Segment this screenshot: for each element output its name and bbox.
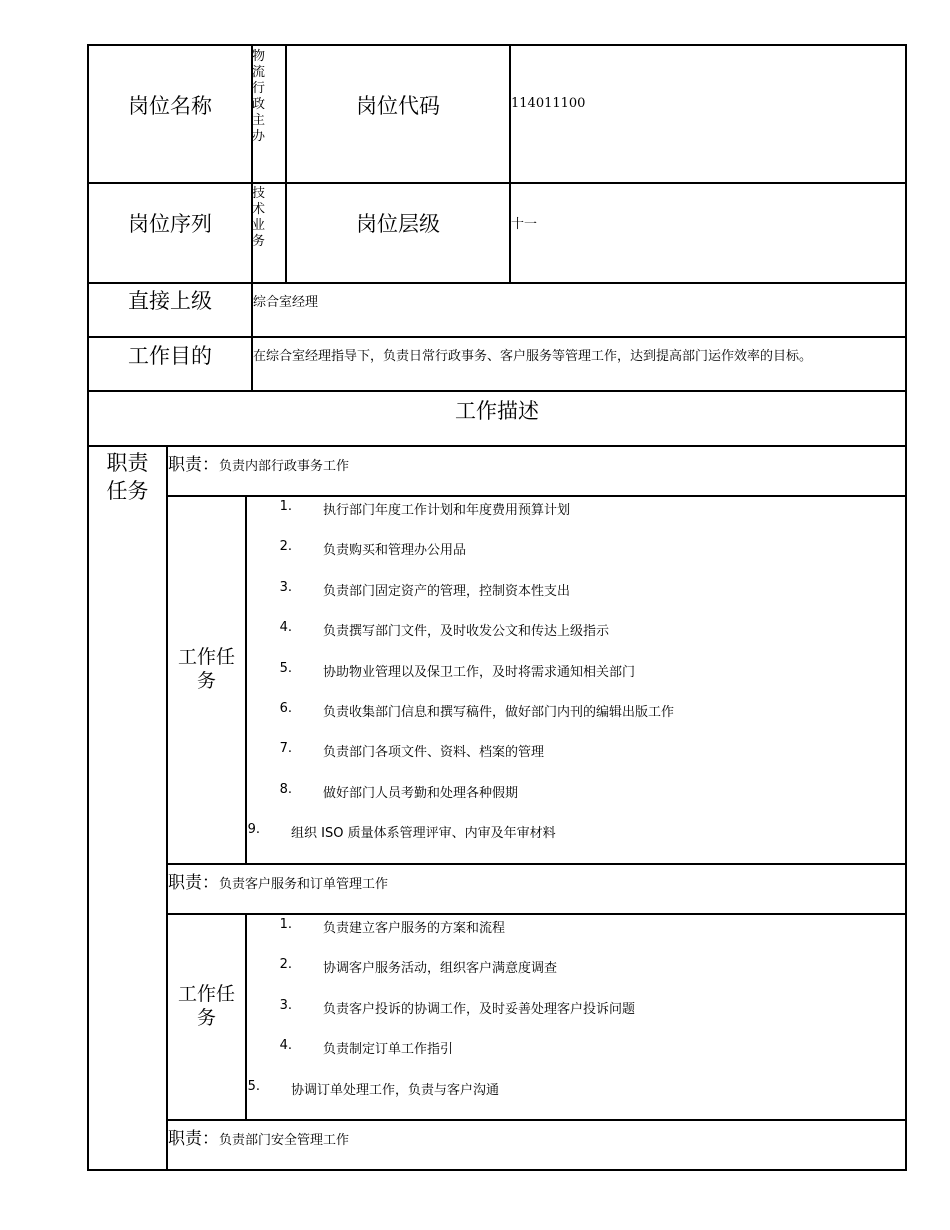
task-number: 5. (247, 1079, 260, 1094)
task-number: 4. (279, 1038, 292, 1053)
task-number: 3. (279, 998, 292, 1013)
task-text: 协调客户服务活动，组织客户满意度调查 (323, 961, 558, 976)
post-name-label: 岗位名称 (128, 94, 212, 118)
duty-heading-2 (168, 868, 388, 893)
duty-title: 负责客户服务和订单管理工作 (219, 877, 389, 892)
task-text: 负责制定订单工作指引 (323, 1042, 454, 1057)
task-number: 5. (279, 661, 292, 676)
task-text: 协调订单处理工作，负责与客户沟通 (291, 1083, 500, 1098)
task-number: 9. (247, 822, 260, 837)
task-text: 负责购买和管理办公用品 (323, 543, 467, 558)
task-text: 组织 ISO 质量体系管理评审、内审及年审材料 (291, 826, 556, 841)
tasks-label: 工作任务 (177, 983, 235, 1029)
section-title: 工作描述 (455, 399, 539, 423)
task-number: 1. (279, 499, 292, 514)
task-text: 负责部门固定资产的管理，控制资本性支出 (323, 584, 571, 599)
post-level-label: 岗位层级 (356, 212, 440, 236)
task-number: 4. (279, 620, 292, 635)
task-text: 负责建立客户服务的方案和流程 (323, 921, 506, 936)
duties-label: 职责任务 (106, 451, 149, 503)
task-text: 负责撰写部门文件，及时收发公文和传达上级指示 (323, 624, 610, 639)
task-number: 7. (279, 741, 292, 756)
supervisor-label: 直接上级 (128, 289, 212, 313)
post-series-value: 技术业务 (252, 186, 266, 249)
post-level-value: 十一 (511, 217, 538, 232)
post-name-value: 物流行政主办 (252, 49, 266, 144)
purpose-value: 在综合室经理指导下，负责日常行政事务、客户服务等管理工作，达到提高部门运作效率的目标。 (253, 349, 813, 364)
task-text: 协助物业管理以及保卫工作，及时将需求通知相关部门 (323, 665, 636, 680)
post-series-label: 岗位序列 (128, 212, 212, 236)
duty-title: 负责部门安全管理工作 (219, 1133, 350, 1148)
duty-prefix: 职责： (168, 1129, 219, 1149)
purpose-label: 工作目的 (128, 344, 212, 368)
task-number: 2. (279, 957, 292, 972)
post-code-label: 岗位代码 (356, 94, 440, 118)
task-number: 2. (279, 539, 292, 554)
task-text: 负责收集部门信息和撰写稿件，做好部门内刊的编辑出版工作 (323, 705, 675, 720)
task-number: 3. (279, 580, 292, 595)
tasks-label: 工作任务 (177, 646, 235, 692)
post-code-value: 114011100 (511, 96, 586, 111)
duty-prefix: 职责： (168, 873, 219, 893)
task-number: 8. (279, 782, 292, 797)
task-text: 负责客户投诉的协调工作，及时妥善处理客户投诉问题 (323, 1002, 636, 1017)
supervisor-value: 综合室经理 (253, 295, 319, 310)
duty-prefix: 职责： (168, 455, 219, 475)
task-number: 1. (279, 917, 292, 932)
duty-heading-3 (168, 1124, 349, 1149)
duty-heading-1 (168, 450, 349, 475)
task-number: 6. (279, 701, 292, 716)
task-text: 执行部门年度工作计划和年度费用预算计划 (323, 503, 571, 518)
task-text: 做好部门人员考勤和处理各种假期 (323, 786, 519, 801)
task-text: 负责部门各项文件、资料、档案的管理 (323, 745, 545, 760)
duty-title: 负责内部行政事务工作 (219, 459, 350, 474)
